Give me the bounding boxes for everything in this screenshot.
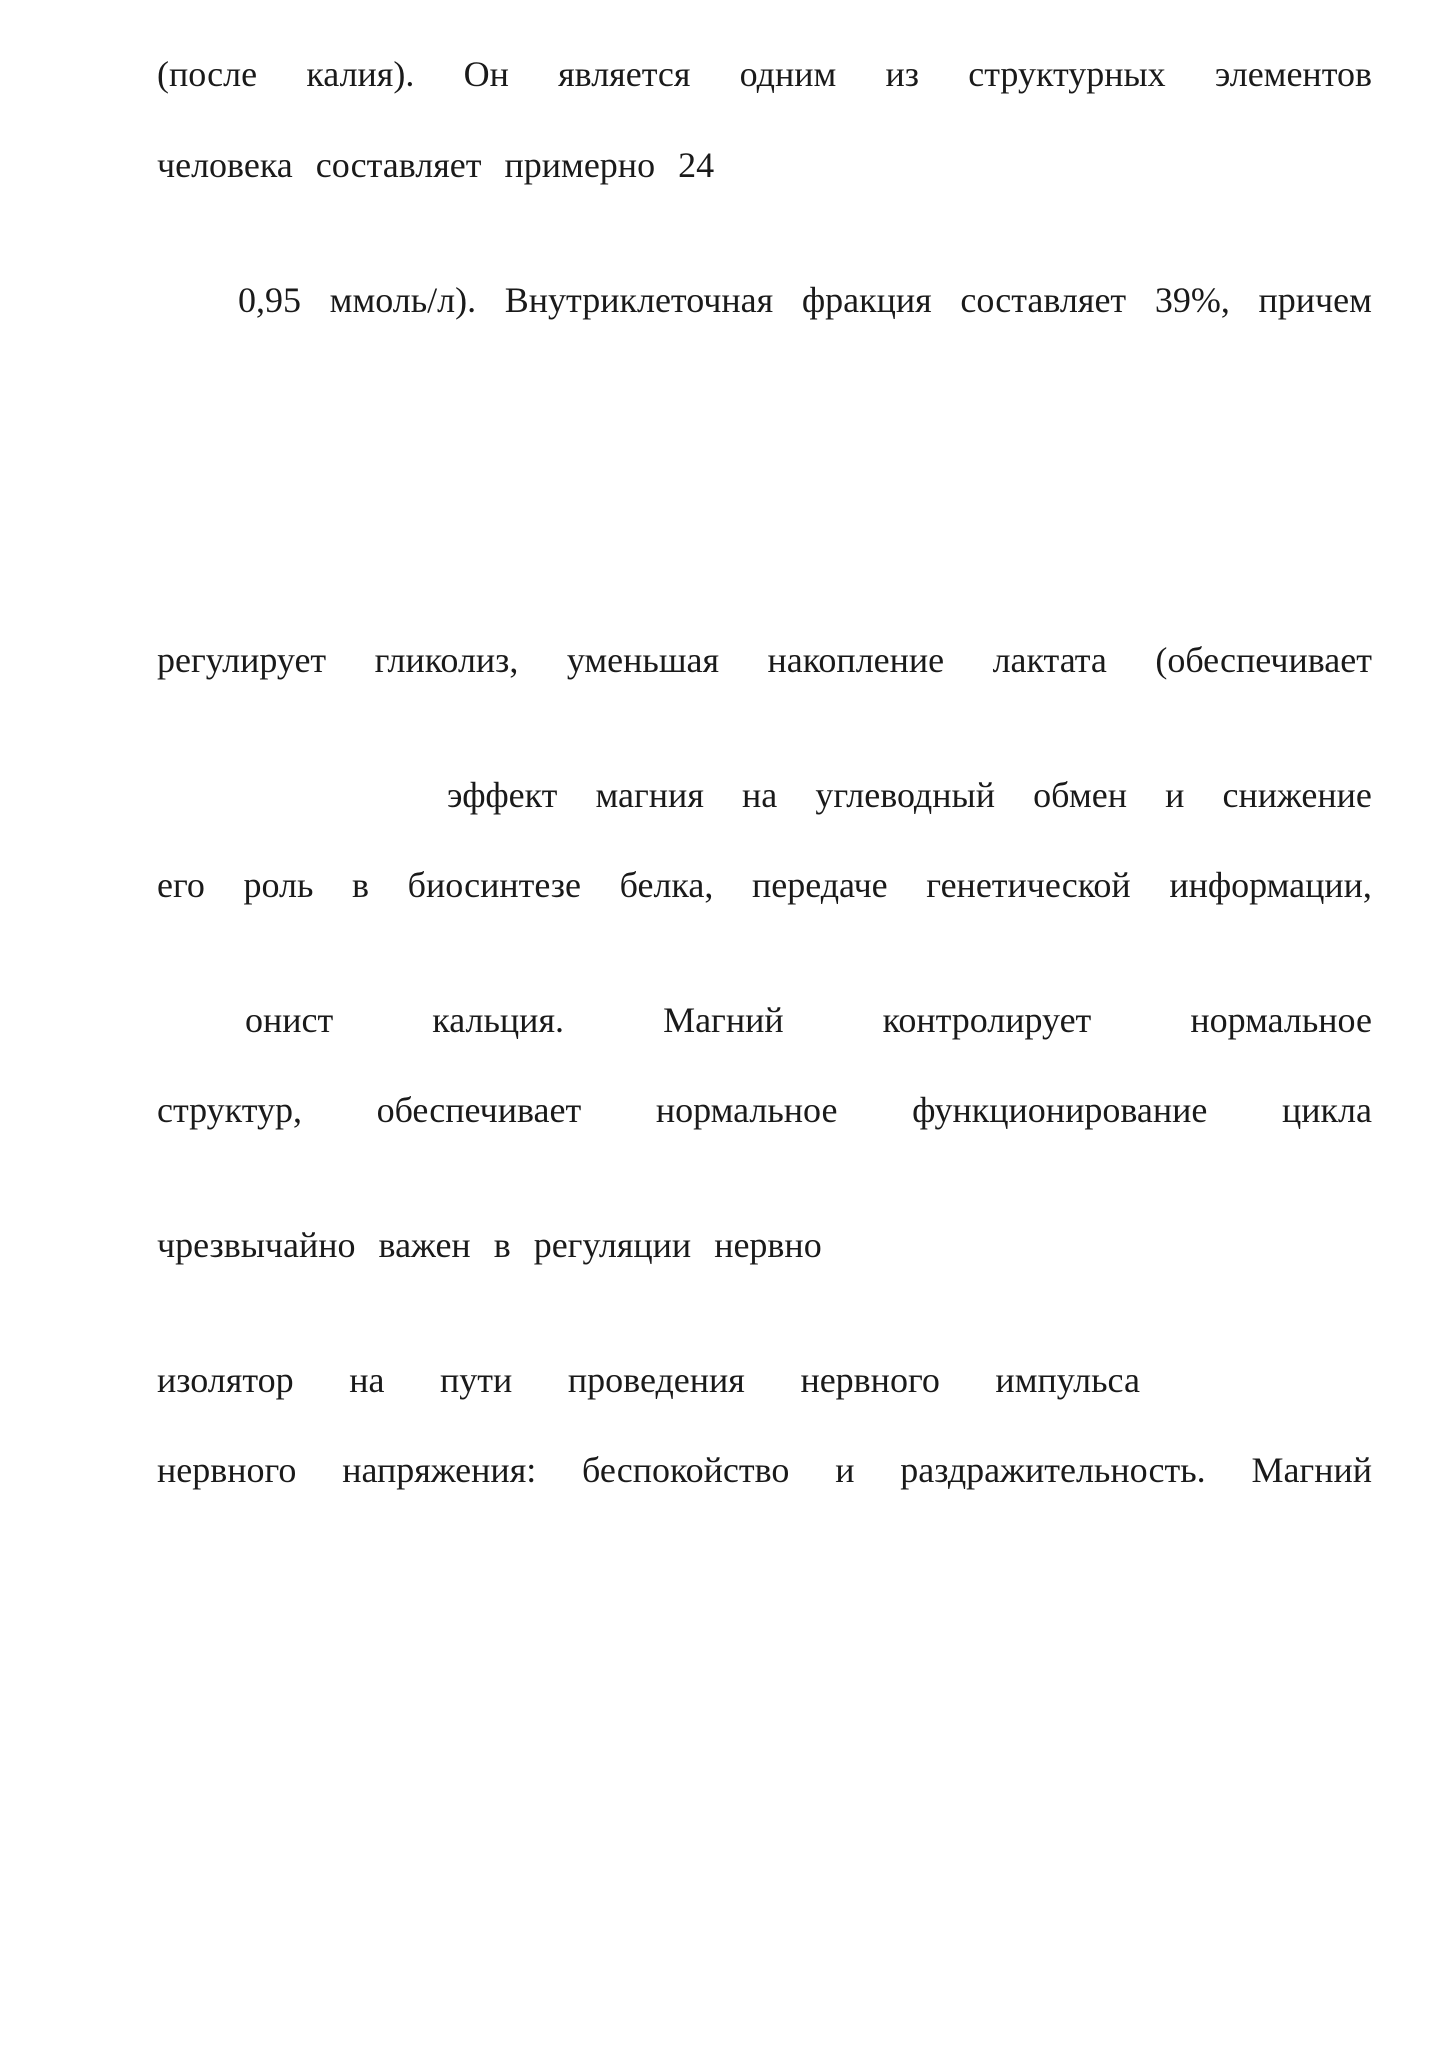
word: одним [739,54,837,94]
word: гликолиз, [374,640,519,680]
word: раздражительность. [900,1450,1206,1490]
word: углеводный [815,775,995,815]
word: нервно [714,1225,822,1265]
word: человека [157,145,293,185]
word: калия). [306,54,415,94]
word: нормальное [655,1090,838,1130]
word: напряжения: [342,1450,537,1490]
word: фракция [801,280,932,320]
word: функционирование [912,1090,1208,1130]
word: обеспечивает [376,1090,582,1130]
word: белка, [619,865,714,905]
word: Внутриклеточная [504,280,774,320]
word: (после [157,54,258,94]
word: важен [378,1225,471,1265]
word: уменьшая [566,640,720,680]
word: его [157,865,205,905]
text-line [157,1358,1140,1402]
word: беспокойство [582,1450,790,1490]
text-line [157,1223,1372,1267]
word: составляет [960,280,1127,320]
word: структур, [157,1090,302,1130]
word: на [349,1360,385,1400]
text-line [157,1448,1372,1492]
word: импульса [995,1360,1140,1400]
word: чрезвычайно [157,1225,356,1265]
word: генетической [926,865,1131,905]
word: Магний [1251,1450,1372,1490]
word: снижение [1222,775,1372,815]
word: является [558,54,691,94]
word: изолятор [157,1360,294,1400]
word: составляет [315,145,482,185]
word: Он [463,54,509,94]
text-line [157,638,1372,682]
word: накопление [767,640,945,680]
word: ммоль/л). [329,280,477,320]
word: 24 [678,145,715,185]
text-line [447,773,1372,817]
word: кальция. [432,1000,565,1040]
word: в [493,1225,511,1265]
word: нервного [800,1360,940,1400]
word: примерно [504,145,656,185]
word: регулирует [157,640,327,680]
word: и [835,1450,855,1490]
word: Магний [663,1000,784,1040]
word: нормальное [1190,1000,1372,1040]
text-line [238,278,1372,322]
word: (обеспечивает [1155,640,1372,680]
word: онист [245,1000,334,1040]
word: пути [440,1360,513,1400]
text-line [157,863,1372,907]
word: в [352,865,370,905]
word: цикла [1281,1090,1372,1130]
word: роль [243,865,314,905]
word: передаче [751,865,888,905]
word: и [1165,775,1185,815]
word: эффект [447,775,558,815]
text-line [157,1088,1372,1132]
text-line [157,52,1372,96]
text-line [157,143,1372,187]
word: из [885,54,920,94]
word: обмен [1033,775,1128,815]
word: лактата [992,640,1107,680]
word: биосинтезе [407,865,581,905]
word: на [741,775,778,815]
word: контролирует [882,1000,1092,1040]
word: 39%, [1154,280,1230,320]
text-line [245,998,1372,1042]
word: проведения [567,1360,745,1400]
word: информации, [1169,865,1372,905]
word: причем [1258,280,1372,320]
word: магния [595,775,704,815]
word: структурных [968,54,1166,94]
word: 0,95 [238,280,301,320]
word: регуляции [533,1225,692,1265]
word: нервного [157,1450,297,1490]
word: элементов [1214,54,1372,94]
